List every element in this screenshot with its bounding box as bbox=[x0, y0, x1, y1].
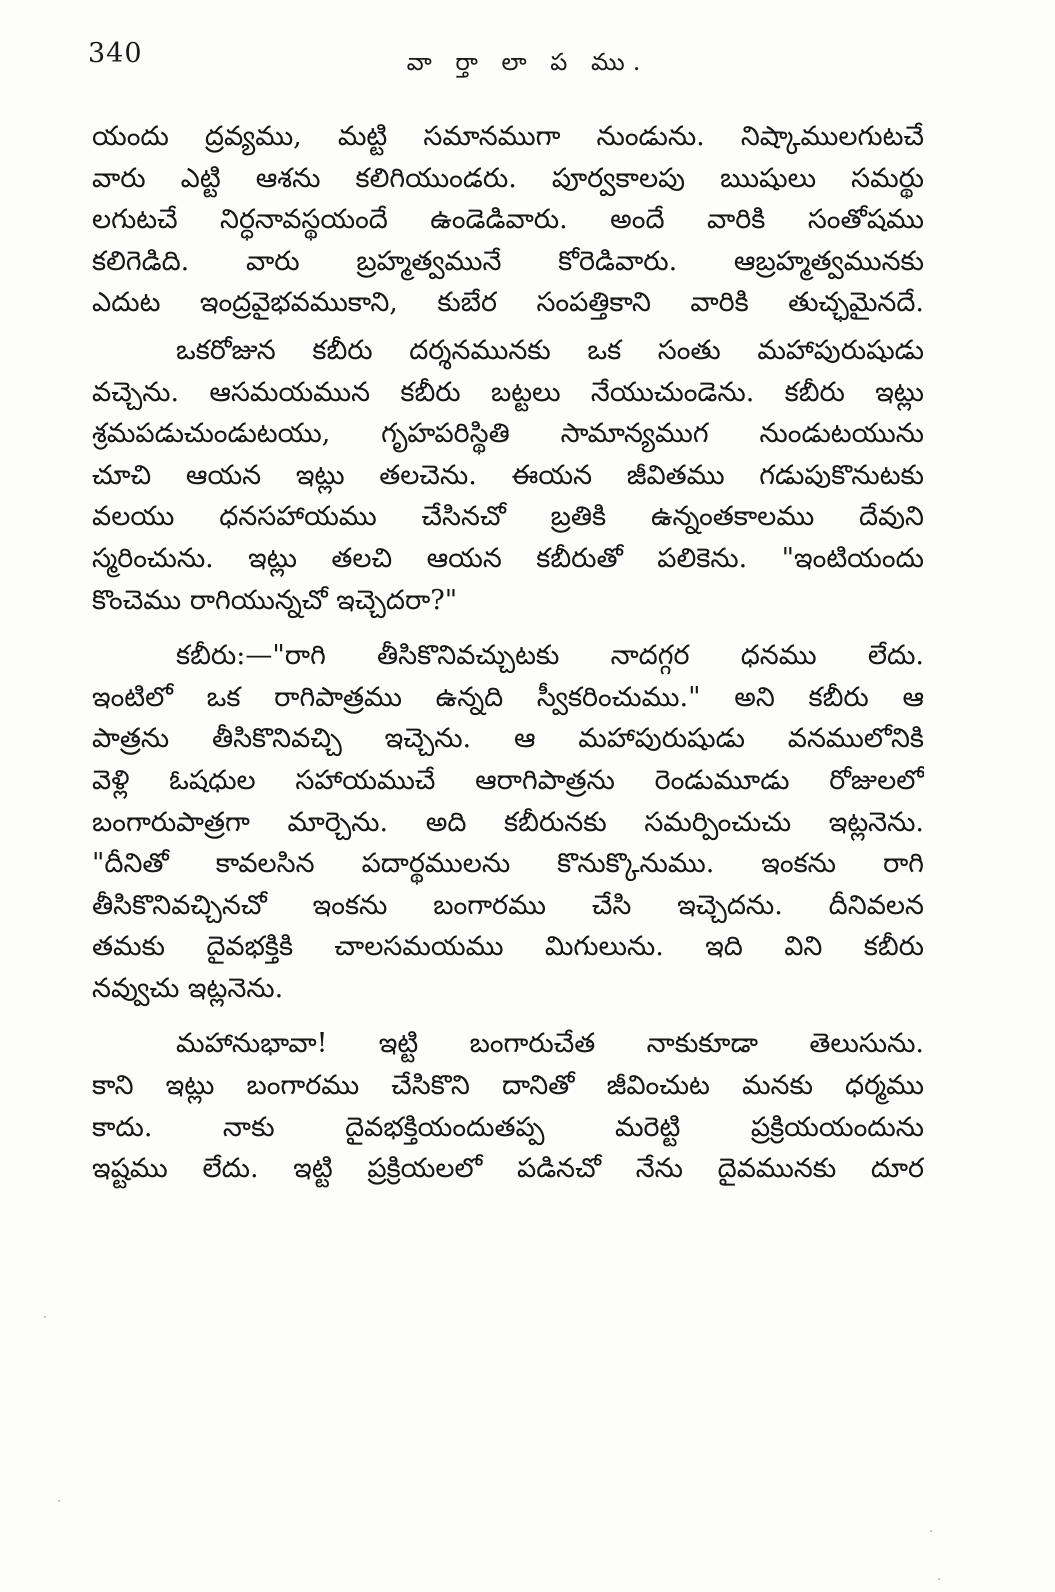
running-title: వా ర్తా లా ప ము. bbox=[406, 48, 649, 76]
text-line: మహానుభావా! ఇట్టి బంగారుచేత నాకుకూడా తెలుసును. bbox=[176, 1028, 924, 1060]
text-line: వచ్చెను. ఆసమయమున కబీరు బట్టలు నేయుచుండెను. కబీరు ఇట్లు bbox=[92, 376, 924, 408]
scan-speck bbox=[930, 1530, 932, 1532]
text-line: తీసికొనివచ్చినచో ఇంకను బంగారము చేసి ఇచ్చెదను. దీనివలన bbox=[92, 889, 924, 921]
paragraph-1 bbox=[92, 116, 924, 324]
text-line: వలయు ధనసహాయము చేసినచో బ్రతికి ఉన్నంతకాలము దేవుని bbox=[92, 501, 924, 533]
page-number: 340 bbox=[88, 38, 143, 69]
text-line: వెళ్లి ఓషధుల సహాయముచే ఆరాగిపాత్రను రెండుమూడు రోజులలో bbox=[92, 764, 924, 796]
scan-speck bbox=[58, 1500, 60, 1502]
text-line: తమకు దైవభక్తికి చాలసమయము మిగులును. ఇది విని కబీరు bbox=[92, 931, 924, 963]
body-text bbox=[92, 116, 924, 1204]
text-line: "దీనితో కావలసిన పదార్థములను కొనుక్కొనుము. ఇంకను రాగి bbox=[92, 848, 924, 880]
scan-speck bbox=[938, 1578, 940, 1580]
scan-speck bbox=[44, 1316, 46, 1318]
text-line: కాని ఇట్లు బంగారము చేసికొని దానితో జీవించుట మనకు ధర్మము bbox=[92, 1070, 924, 1102]
text-line: ఇంటిలో ఒక రాగిపాత్రము ఉన్నది స్వీకరించుము." అని కబీరు ఆ bbox=[92, 681, 924, 713]
text-line: కలిగెడిది. వారు బ్రహ్మత్వమునే కోరెడివారు. ఆబ్రహ్మత్వమునకు bbox=[92, 245, 924, 277]
text-line: ఒకరోజున కబీరు దర్శనమునకు ఒక సంతు మహాపురుషుడు bbox=[176, 334, 924, 366]
text-line: ఎదుట ఇంద్రవైభవముకాని, కుబేర సంపత్తికాని వారికి తుచ్ఛమైనదే. bbox=[92, 287, 924, 319]
text-line: కొంచెము రాగియున్నచో ఇచ్చెదరా?" bbox=[92, 584, 458, 616]
text-line: నవ్వుచు ఇట్లనెను. bbox=[92, 972, 284, 1004]
text-line: యందు ద్రవ్యము, మట్టి సమానముగా నుండును. నిష్కాములగుటచే bbox=[92, 121, 924, 152]
text-line: పాత్రను తీసికొనివచ్చి ఇచ్చెను. ఆ మహాపురుషుడు వనములోనికి bbox=[92, 723, 924, 755]
paragraph-4 bbox=[92, 1023, 924, 1189]
paragraph-3 bbox=[92, 635, 924, 1009]
text-line: ఇష్టము లేదు. ఇట్టి ప్రక్రియలలో పడినచో నేను దైవమునకు దూర bbox=[92, 1153, 924, 1185]
text-line: బంగారుపాత్రగా మార్చెను. అది కబీరునకు సమర్పించుచు ఇట్లనెను. bbox=[92, 806, 924, 838]
text-line: కబీరు:—"రాగి తీసికొనివచ్చుటకు నాదగ్గర ధనము లేదు. bbox=[176, 640, 924, 672]
text-line: చూచి ఆయన ఇట్లు తలచెను. ఈయన జీవితము గడుపుకొనుటకు bbox=[92, 459, 924, 491]
paragraph-2 bbox=[92, 330, 924, 621]
text-line: లగుటచే నిర్ధనావస్థయందే ఉండెడివారు. అందే వారికి సంతోషము bbox=[92, 204, 924, 236]
text-line: శ్రమపడుచుండుటయు, గృహపరిస్థితి సామాన్యముగ నుండుటయును bbox=[92, 418, 924, 450]
text-line: వారు ఎట్టి ఆశను కలిగియుండరు. పూర్వకాలపు ఋషులు సమర్థు bbox=[92, 162, 924, 194]
text-line: స్మరించును. ఇట్లు తలచి ఆయన కబీరుతో పలికెను. "ఇంటియందు bbox=[92, 542, 924, 574]
text-line: కాదు. నాకు దైవభక్తియందుతప్ప మరెట్టి ప్రక్రియయందును bbox=[92, 1111, 924, 1143]
